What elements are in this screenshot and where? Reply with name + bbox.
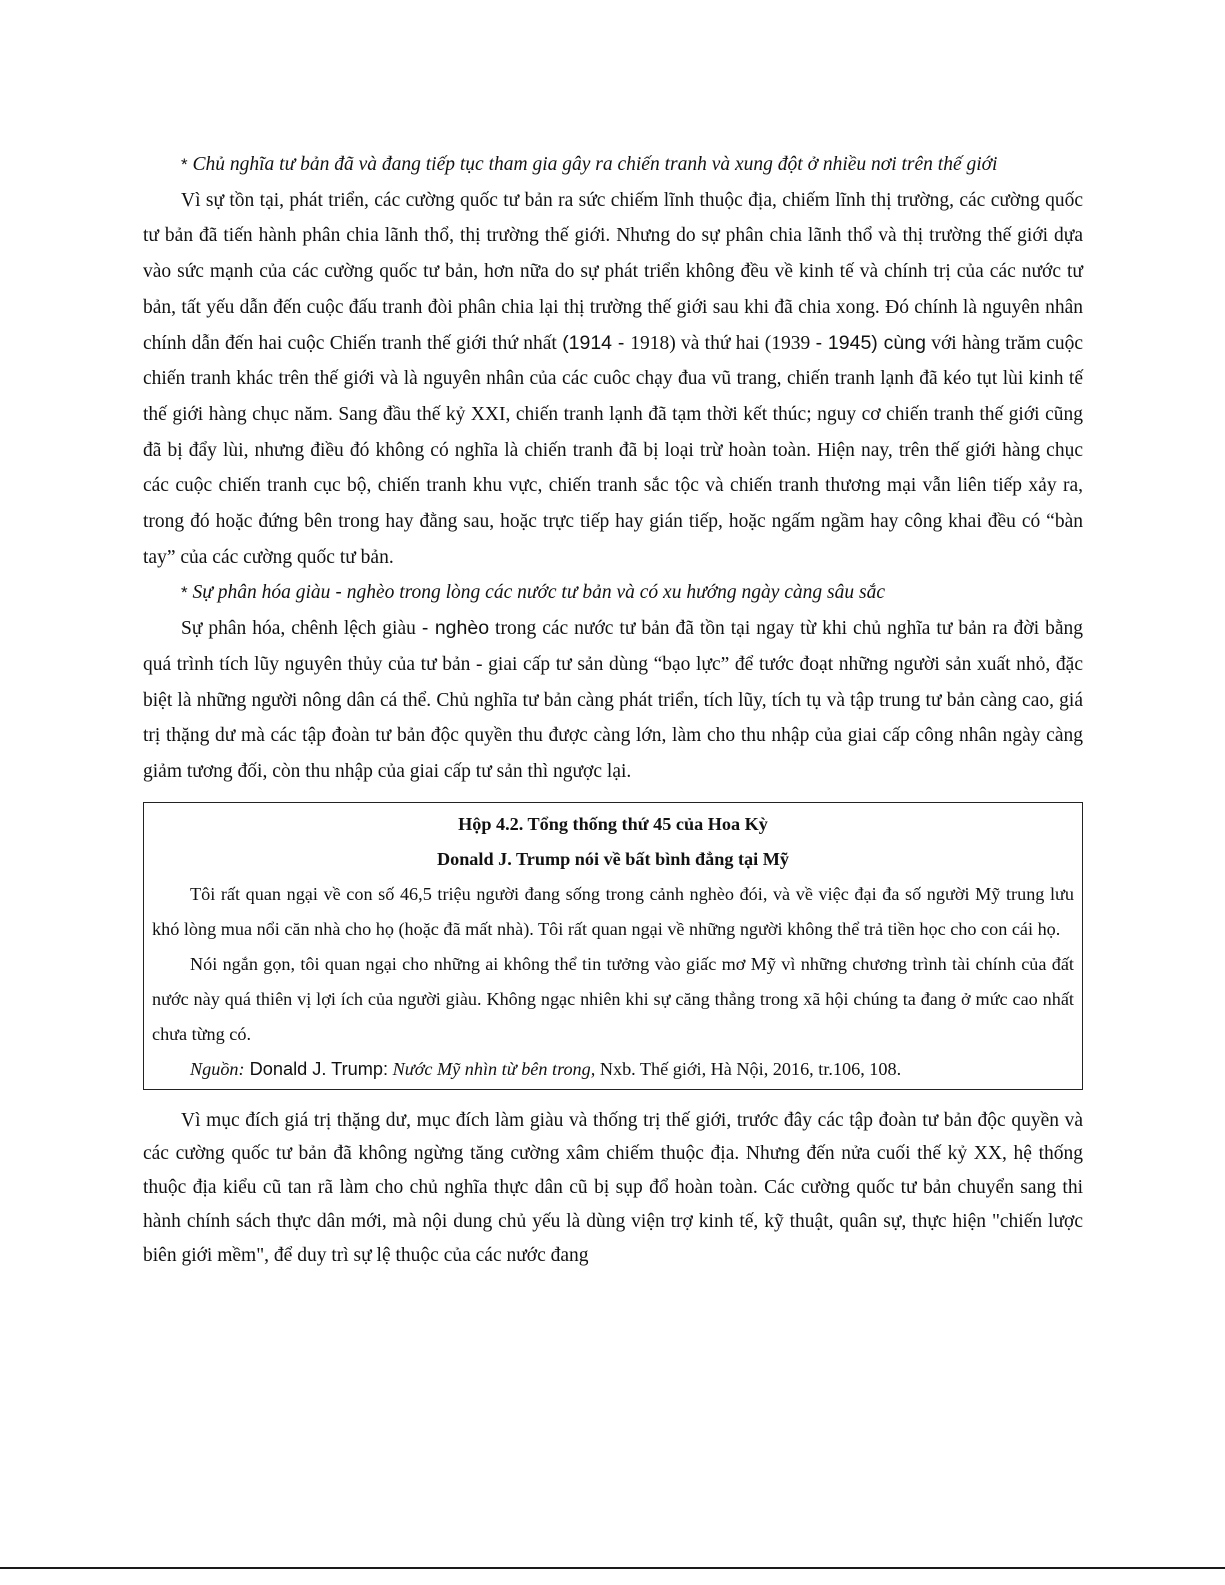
paragraph-text: với hàng trăm cuộc chiến tranh khác trên thế giới và là nguyên nhân của các cuôc chạy đua vũ trang, chiến tranh lạnh đã kéo tụt lùi kinh tế thế giới hàng chục năm. Sang đầu thế kỷ XXI, chiến tranh lạnh đã tạm thời kết thúc; nguy cơ chiến tranh thế giới cũng đã bị đẩy lùi, nhưng điều đó không có nghĩa là chiến tranh đã bị loại trừ hoàn toàn. Hiện nay, trên thế giới hàng chục các cuộc chiến tranh cục bộ, chiến tranh khu vực, chiến tranh sắc tộc và chiến tranh thương mại vẫn liên tiếp xảy ra, trong đó hoặc đứng bên trong hay đằng sau, hoặc trực tiếp hay gián tiếp, hoặc ngấm ngầm hay công khai đều có “bàn tay” của các cường quốc tư bản.	[143, 332, 1084, 568]
box-subtitle: Donald J. Trump nói về bất bình đẳng tại Mỹ	[436, 848, 790, 869]
paragraph-inequality	[143, 611, 1083, 790]
source-title: Nước Mỹ nhìn từ bên trong,	[388, 1058, 596, 1079]
year-range-text: (1914 -	[562, 331, 631, 354]
box-title: Hộp 4.2. Tổng thống thứ 45 của Hoa Kỳ	[458, 813, 768, 834]
source-author: Donald J. Trump:	[244, 1058, 389, 1079]
box-paragraph: Nói ngắn gọn, tôi quan ngại cho những ai không thể tin tưởng vào giấc mơ Mỹ vì những chương trình tài chính của đất nước này quá thiên vị lợi ích của người giàu. Không ngạc nhiên khi sự căng thẳng trong xã hội chúng ta đang ở mức cao nhất chưa từng có.	[152, 953, 1074, 1044]
box-source	[152, 1052, 1074, 1087]
bullet-star: *	[181, 155, 188, 174]
box-paragraph: Tôi rất quan ngại về con số 46,5 triệu người đang sống trong cảnh nghèo đói, và về việc đại đa số người Mỹ trung lưu khó lòng mua nổi căn nhà cho họ (hoặc đã mất nhà). Tôi rất quan ngại về những người không thể trả tiền học cho con cái họ.	[152, 883, 1074, 939]
page-bottom-rule	[0, 1567, 1225, 1569]
paragraph-colonialism: Vì mục đích giá trị thặng dư, mục đích làm giàu và thống trị thế giới, trước đây các tập đoàn tư bản độc quyền và các cường quốc tư bản đã không ngừng tăng cường xâm chiếm thuộc địa. Nhưng đến nửa cuối thế kỷ XX, hệ thống thuộc địa kiểu cũ tan rã làm cho chủ nghĩa thực dân cũ bị sụp đổ hoàn toàn. Các cường quốc tư bản chuyển sang thi hành chính sách thực dân mới, mà nội dung chủ yếu là dùng viện trợ kinh tế, kỹ thuật, quân sự, thực hiện "chiến lược biên giới mềm", để duy trì sự lệ thuộc của các nước đang	[143, 1109, 1083, 1266]
heading-text: nghèo trong lòng các nước tư bản và có xu hướng ngày càng sâu sắc	[341, 582, 886, 604]
bullet-star: *	[181, 583, 188, 603]
document-page	[143, 147, 1083, 1273]
heading-text: Sự phân hóa giàu	[192, 582, 336, 604]
quote-box	[143, 802, 1083, 1090]
paragraph-text: Sự phân hóa, chênh lệch giàu	[181, 618, 422, 640]
paragraph-text: Vì sự tồn tại, phát triển, các cường quốc tư bản ra sức chiếm lĩnh thuộc địa, chiếm lĩnh thị trường, các cường quốc tư bản đã tiến hành phân chia lãnh thổ, thị trường thế giới. Nhưng do sự phân chia lãnh thổ và thị trường thế giới dựa vào sức mạnh của các cường quốc tư bản, hơn nữa do sự phát triển không đều về kinh tế và chính trị của các nước tư bản, tất yếu dẫn đến cuộc đấu tranh đòi phân chia lại thị trường thế giới sau khi đã chia xong. Đó chính là nguyên nhân chính dẫn đến hai cuộc Chiến tranh thế giới thứ nhất	[143, 189, 1083, 354]
paragraph-war	[143, 183, 1083, 576]
section-heading-war	[143, 147, 1083, 183]
source-publisher: Nxb. Thế giới, Hà Nội, 2016, tr.106, 108.	[595, 1058, 902, 1079]
paragraph-text: trong các nước tư bản đã tồn tại ngay từ khi chủ nghĩa tư bản ra đời bằng quá trình tích lũy nguyên thủy của tư bản - giai cấp tư sản dùng “bạo lực” để tước đoạt những người sản xuất nhỏ, đặc biệt là những người nông dân cá thể. Chủ nghĩa tư bản càng phát triển, tích lũy, tích tụ và tập trung tư bản càng cao, giá trị thặng dư mà các tập đoàn tư bản độc quyền thu được càng lớn, làm cho thu nhập của giai cấp công nhân ngày càng giảm tương đối, còn thu nhập của giai cấp tư sản thì ngược lại.	[143, 618, 1083, 782]
section-heading-inequality	[143, 575, 1083, 611]
heading-dash: -	[335, 581, 342, 604]
year-range-text: - 1945) cùng	[815, 331, 926, 354]
source-label: Nguồn:	[190, 1058, 245, 1079]
heading-text: Chủ nghĩa tư bản đã và đang tiếp tục tham gia gây ra chiến tranh và xung đột ở nhiều nơi trên thế giới	[192, 154, 998, 175]
paragraph-text-sans: - nghèo	[421, 617, 490, 640]
paragraph-text: 1918) và thứ hai (1939	[630, 332, 816, 354]
